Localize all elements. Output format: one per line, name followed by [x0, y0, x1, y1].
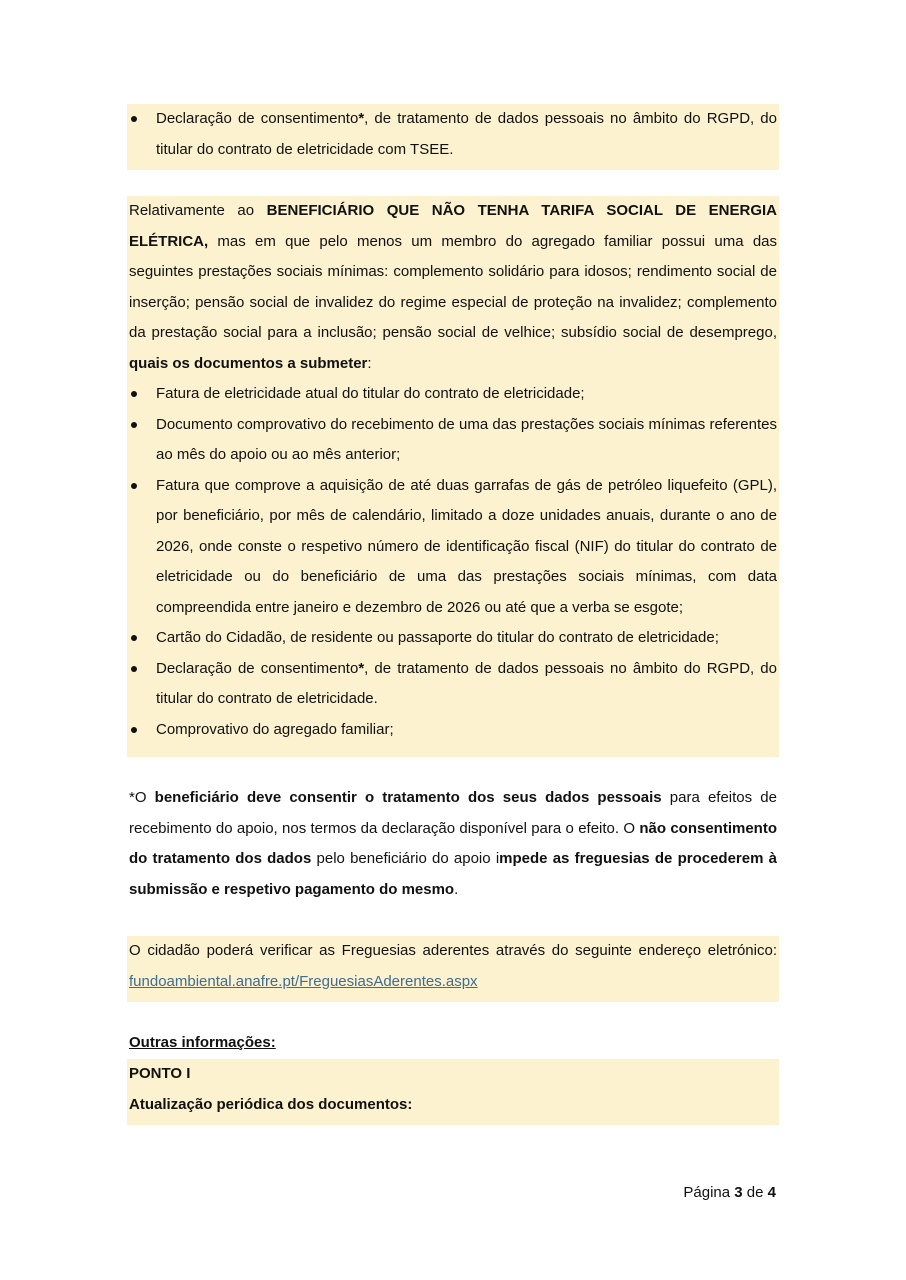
item-text: Declaração de consentimento	[156, 659, 359, 677]
item-text: Fatura que comprove a aquisição de até duas garrafas de gás de petróleo liquefeito (GPL), por beneficiário, por mês de calendário, limitado a doze unidades anuais, durante o ano de 2026, onde conste o respetivo número de identificação fiscal (NIF) do titular do contrato de eletricidade ou do beneficiário de uma das prestações sociais mínimas, com data compreendida entre janeiro e dezembro de 2026 ou até que a verba se esgote;	[156, 476, 777, 616]
ponto-title	[129, 1059, 777, 1090]
ponto-subheading	[129, 1090, 777, 1121]
subheading-label: Atualização periódica dos documentos:	[129, 1095, 413, 1113]
consent-note	[127, 783, 779, 905]
page-label: Página	[683, 1184, 735, 1201]
note-text: .	[454, 880, 459, 898]
asterisk-mark: *	[358, 110, 365, 127]
intro-bold-text: quais os documentos a submeter	[129, 354, 368, 372]
list-item	[129, 104, 777, 165]
ponto-label: PONTO I	[129, 1065, 191, 1082]
intro-text: :	[367, 354, 372, 372]
item-text: , de tratamento de dados pessoais no âmbito do RGPD, do titular do contrato de eletricidade com TSEE.	[156, 110, 777, 158]
non-tsee-beneficiary-block	[127, 196, 779, 757]
bullet-icon	[131, 483, 137, 489]
bullet-icon	[131, 727, 137, 733]
item-text: Fatura de eletricidade atual do titular do contrato de eletricidade;	[156, 385, 585, 402]
list-item	[129, 410, 777, 471]
note-text: para efeitos de recebimento do apoio, nos termos da declaração disponível para o efeito. O	[129, 789, 777, 837]
note-bold-text: beneficiário deve consentir o tratamento dos seus dados pessoais	[154, 789, 662, 806]
tsee-documents-block	[127, 104, 779, 170]
outras-informacoes-heading	[127, 1028, 779, 1059]
bullet-icon	[131, 666, 137, 672]
bullet-icon	[131, 635, 137, 641]
list-item	[129, 654, 777, 715]
item-text: , de tratamento de dados pessoais no âmbito do RGPD, do titular do contrato de eletricidade.	[156, 659, 777, 707]
section-heading: Outras informações:	[129, 1034, 276, 1051]
item-text: Comprovativo do agregado familiar;	[156, 720, 394, 738]
intro-paragraph	[129, 196, 777, 379]
list-item	[129, 623, 777, 654]
note-bold-text: mpede as freguesias de procederem à submissão e respetivo pagamento do mesmo	[129, 850, 777, 898]
freguesias-block	[127, 936, 779, 1002]
list-item	[129, 471, 777, 624]
list-item	[129, 379, 777, 410]
list-item	[129, 715, 777, 746]
bullet-icon	[131, 116, 137, 122]
item-text: Documento comprovativo do recebimento de uma das prestações sociais mínimas referentes ao mês do apoio ou ao mês anterior;	[156, 415, 777, 463]
note-text: pelo beneficiário do apoio i	[311, 850, 500, 867]
note-text: *O	[129, 789, 155, 806]
note-bold-text: não consentimento do tratamento dos dados	[129, 819, 777, 867]
total-pages: 4	[767, 1184, 776, 1201]
intro-bold-text: BENEFICIÁRIO QUE NÃO TENHA TARIFA SOCIAL DE ENERGIA ELÉTRICA,	[129, 202, 777, 250]
asterisk-mark: *	[358, 659, 365, 677]
freguesias-text: O cidadão poderá verificar as Freguesias aderentes através do seguinte endereço eletrónico:	[129, 942, 777, 959]
intro-text: Relativamente ao	[129, 202, 267, 219]
bullet-icon	[131, 422, 137, 428]
current-page: 3	[734, 1184, 743, 1201]
freguesias-link[interactable]: fundoambiental.anafre.pt/FreguesiasAderentes.aspx	[129, 972, 478, 990]
item-text: Cartão do Cidadão, de residente ou passaporte do titular do contrato de eletricidade;	[156, 629, 719, 646]
item-text: Declaração de consentimento	[156, 110, 359, 127]
page-number	[683, 1184, 776, 1201]
ponto-block	[127, 1059, 779, 1125]
page-separator: de	[742, 1184, 768, 1201]
intro-text: mas em que pelo menos um membro do agregado familiar possui uma das seguintes prestações sociais mínimas: complemento solidário para idosos; rendimento social de inserção; pensão social de invalidez do regime especial de proteção na invalidez; complemento da prestação social para a inclusão; pensão social de velhice; subsídio social de desemprego,	[129, 232, 777, 341]
bullet-icon	[131, 391, 137, 397]
